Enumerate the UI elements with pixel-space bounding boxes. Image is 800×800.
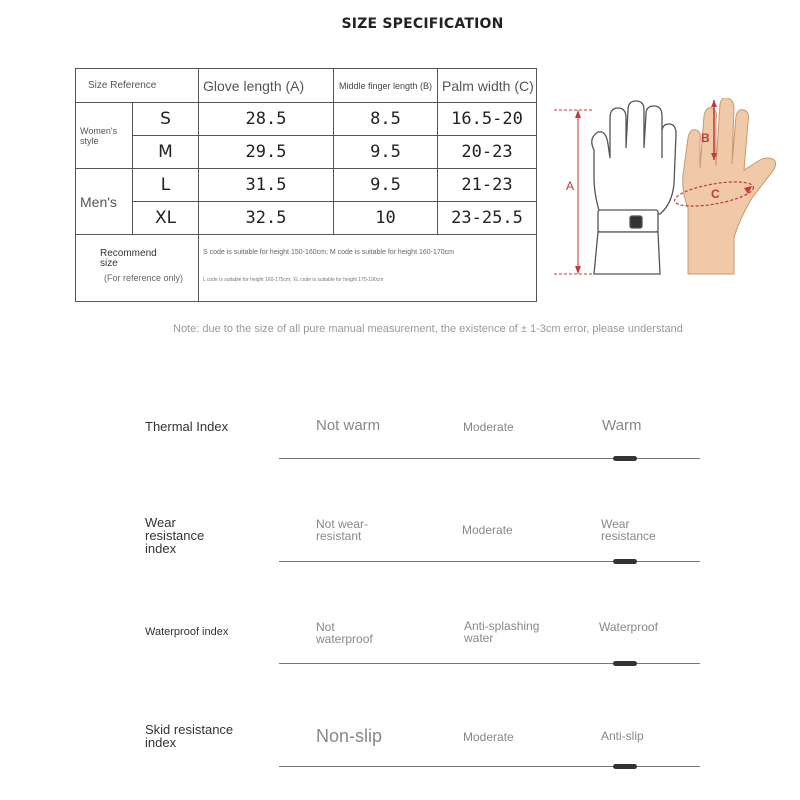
waterproof-high-option: Waterproof bbox=[599, 620, 658, 634]
header-size-reference: Size Reference bbox=[76, 69, 199, 103]
size-cell: M bbox=[133, 136, 199, 169]
page-title: SIZE SPECIFICATION bbox=[341, 16, 504, 32]
recommend-label-cell bbox=[76, 235, 199, 302]
skid-low-option: Non-slip bbox=[316, 726, 383, 746]
recommend-sub: (For reference only) bbox=[104, 273, 184, 283]
skid-mid-option: Moderate bbox=[463, 730, 514, 744]
glove-length-cell: 28.5 bbox=[199, 103, 334, 136]
table-row bbox=[76, 202, 537, 235]
size-cell: XL bbox=[133, 202, 199, 235]
glove-length-cell: 32.5 bbox=[199, 202, 334, 235]
waterproof-level-marker bbox=[613, 661, 637, 666]
size-cell: L bbox=[133, 169, 199, 202]
glove-length-cell: 31.5 bbox=[199, 169, 334, 202]
recommend-label: Recommend size bbox=[100, 248, 157, 269]
skid-index-label: Skid resistance index bbox=[145, 722, 234, 750]
thermal-mid-option: Moderate bbox=[463, 420, 514, 434]
label-c: C bbox=[711, 187, 720, 201]
waterproof-index-label: Waterproof index bbox=[145, 626, 229, 638]
middle-finger-cell: 10 bbox=[334, 202, 438, 235]
table-row bbox=[76, 169, 537, 202]
waterproof-mid-option: Anti-splashing water bbox=[464, 619, 540, 645]
skid-high-option: Anti-slip bbox=[601, 729, 644, 743]
table-row bbox=[76, 103, 537, 136]
measurement-note: Note: due to the size of all pure manual measurement, the existence of ± 1-3cm error, please understand bbox=[173, 323, 683, 335]
recommend-row bbox=[76, 235, 537, 302]
table-header-row bbox=[76, 69, 537, 103]
thermal-level-marker bbox=[613, 456, 637, 461]
wear-mid-option: Moderate bbox=[462, 523, 513, 537]
middle-finger-cell: 9.5 bbox=[334, 136, 438, 169]
size-cell: S bbox=[133, 103, 199, 136]
table-row bbox=[76, 136, 537, 169]
thermal-index-label: Thermal Index bbox=[145, 419, 229, 434]
palm-width-cell: 21-23 bbox=[438, 169, 537, 202]
label-b: B bbox=[701, 131, 710, 145]
group-women: Women's style bbox=[76, 103, 133, 169]
palm-width-cell: 23-25.5 bbox=[438, 202, 537, 235]
thermal-low-option: Not warm bbox=[316, 417, 381, 434]
label-a: A bbox=[566, 179, 575, 193]
recommend-line-1: S code is suitable for height 150-160cm; M code is suitable for height 160-170cm bbox=[203, 249, 454, 256]
size-table bbox=[75, 68, 537, 302]
palm-width-cell: 16.5-20 bbox=[438, 103, 537, 136]
middle-finger-cell: 9.5 bbox=[334, 169, 438, 202]
recommend-line-2: L code is suitable for height 160-175cm; XL code is suitable for height 175-190cm bbox=[203, 277, 384, 283]
middle-finger-cell: 8.5 bbox=[334, 103, 438, 136]
glove-hand-illustration bbox=[548, 98, 788, 278]
thermal-high-option: Warm bbox=[602, 417, 642, 434]
glove-length-cell: 29.5 bbox=[199, 136, 334, 169]
glove-icon bbox=[592, 101, 676, 274]
waterproof-low-option: Not waterproof bbox=[316, 620, 373, 646]
wear-level-marker bbox=[613, 559, 637, 564]
skid-level-marker bbox=[613, 764, 637, 769]
recommend-info-cell bbox=[199, 235, 537, 302]
hand-icon bbox=[683, 98, 776, 274]
header-palm-width: Palm width (C) bbox=[438, 69, 537, 103]
group-men: Men's bbox=[76, 169, 133, 235]
wear-index-label: Wear resistance index bbox=[145, 515, 205, 556]
wear-high-option: Wear resistance bbox=[601, 517, 656, 543]
header-middle-finger: Middle finger length (B) bbox=[334, 69, 438, 103]
wear-low-option: Not wear-resistant bbox=[316, 517, 369, 543]
header-glove-length: Glove length (A) bbox=[199, 69, 334, 103]
palm-width-cell: 20-23 bbox=[438, 136, 537, 169]
